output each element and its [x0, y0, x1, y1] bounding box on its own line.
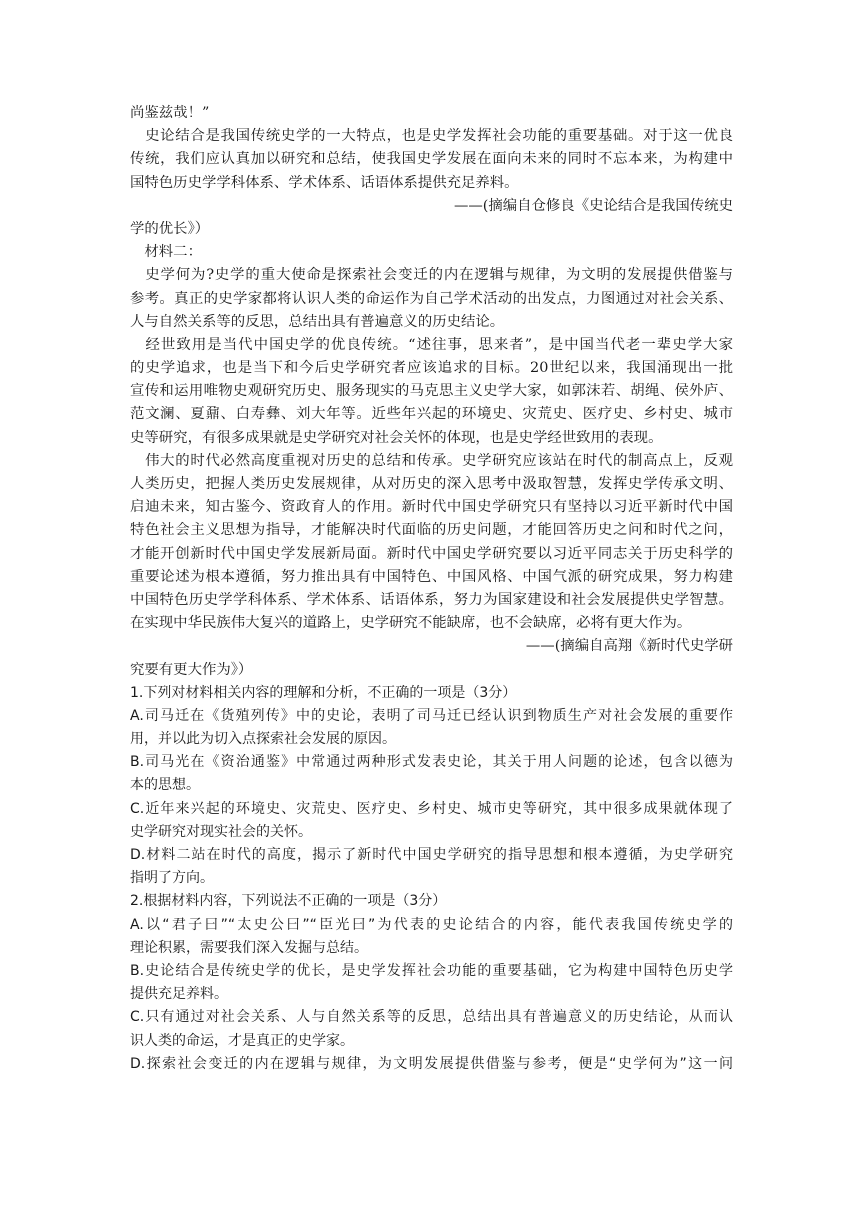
text-line: 国特色历史学学科体系、学术体系、话语体系提供充足养料。 [130, 174, 519, 191]
text-line: 中国特色历史学学科体系、学术体系、话语体系，努力为国家建设和社会发展提供史学智慧。 [130, 591, 733, 608]
citation-line: 究要有更大作为》） [130, 661, 253, 678]
text-line: 史学何为?史学的重大使命是探索社会变迁的内在逻辑与规律，为文明的发展提供借鉴与 [130, 267, 733, 284]
text-line: 宣传和运用唯物史观研究历史、服务现实的马克思主义史学大家，如郭沫若、胡绳、侯外庐、 [130, 383, 733, 400]
question-2-option-b: B.史论结合是传统史学的优长，是史学发挥社会功能的重要基础，它为构建中国特色历史学 [130, 962, 733, 979]
question-1-stem: 1.下列对材料相关内容的理解和分析，不正确的一项是（3分） [130, 684, 517, 701]
question-1-option-c: C.近年来兴起的环境史、灾荒史、医疗史、乡村史、城市史等研究，其中很多成果就体现了 [130, 800, 733, 817]
question-2-option-c: C.只有通过对社会关系、人与自然关系等的反思，总结出具有普遍意义的历史结论，从而认 [130, 1009, 733, 1026]
text-line: 传统，我们应认真加以研究和总结，使我国史学发展在面向未来的同时不忘本来，为构建中 [130, 151, 733, 168]
question-1-option-a: A.司马迁在《货殖列传》中的史论，表明了司马迁已经认识到物质生产对社会发展的重要作 [130, 707, 733, 724]
text-line: 史论结合是我国传统史学的一大特点，也是史学发挥社会功能的重要基础。对于这一优良 [130, 128, 733, 145]
question-2-option-c: 识人类的命运，才是真正的史学家。 [130, 1032, 354, 1049]
question-1-option-b: 本的思想。 [130, 777, 200, 794]
question-1-option-d: 指明了方向。 [130, 870, 214, 887]
citation-line: ——(摘编自高翔《新时代史学研 [525, 638, 733, 655]
text-line: 的史学追求，也是当下和今后史学研究者应该追求的目标。20世纪以来，我国涌现出一批 [130, 360, 733, 377]
citation-line: 学的优长》） [130, 220, 210, 237]
question-2-option-a: 理论积累，需要我们深入发掘与总结。 [130, 939, 368, 956]
text-line: 启迪未来，知古鉴今、资政育人的作用。新时代中国史学研究只有坚持以习近平新时代中国 [130, 499, 733, 516]
question-2-stem: 2.根据材料内容，下列说法不正确的一项是（3分） [130, 893, 447, 910]
text-line: 经世致用是当代中国史学的优良传统。“述往事，思来者”，是中国当代老一辈史学大家 [130, 336, 733, 353]
text-line: 伟大的时代必然高度重视对历史的总结和传承。史学研究应该站在时代的制高点上，反观 [130, 452, 733, 469]
question-1-option-b: B.司马光在《资治通鉴》中常通过两种形式发表史论，其关于用人问题的论述，包含以德为 [130, 754, 733, 771]
text-line: 尚鉴兹哉！” [130, 105, 210, 121]
citation-line: ——(摘编自仓修良《史论结合是我国传统史 [453, 197, 733, 214]
text-line: 才能开创新时代中国史学发展新局面。新时代中国史学研究要以习近平同志关于历史科学的 [130, 545, 733, 562]
question-2-option-b: 提供充足养料。 [130, 986, 228, 1003]
question-2-option-d: D.探索社会变迁的内在逻辑与规律，为文明发展提供借鉴与参考，便是“史学何为”这一问 [130, 1055, 733, 1072]
text-line: 在实现中华民族伟大复兴的道路上，史学研究不能缺席，也不会缺席，必将有更大作为。 [130, 615, 692, 632]
question-1-option-a: 用，并以此为切入点探索社会发展的原因。 [130, 731, 396, 748]
text-line: 人与自然关系等的反思，总结出具有普遍意义的历史结论。 [130, 313, 505, 330]
text-line: 史等研究，有很多成果就是史学研究对社会关怀的体现，也是史学经世致用的表现。 [130, 429, 663, 446]
text-line: 参考。真正的史学家都将认识人类的命运作为自己学术活动的出发点，力图通过对社会关系、 [130, 290, 733, 307]
question-1-option-c: 史学研究对现实社会的关怀。 [130, 823, 312, 840]
question-2-option-a: A.以“君子曰”“太史公曰”“臣光曰”为代表的史论结合的内容，能代表我国传统史学的 [130, 916, 733, 933]
text-line: 重要论述为根本遵循，努力推出具有中国特色、中国风格、中国气派的研究成果，努力构建 [130, 568, 733, 585]
text-line: 人类历史，把握人类历史发展规律，从对历史的深入思考中汲取智慧，发挥史学传承文明、 [130, 476, 733, 492]
question-1-option-d: D.材料二站在时代的高度，揭示了新时代中国史学研究的指导思想和根本遵循，为史学研究 [130, 847, 733, 863]
text-line: 范文澜、夏鼐、白寿彝、刘大年等。近些年兴起的环境史、灾荒史、医疗史、乡村史、城市 [130, 406, 733, 423]
text-line: 特色社会主义思想为指导，才能解决时代面临的历史问题，才能回答历史之问和时代之问， [130, 522, 733, 539]
section-label: 材料二： [130, 244, 202, 261]
